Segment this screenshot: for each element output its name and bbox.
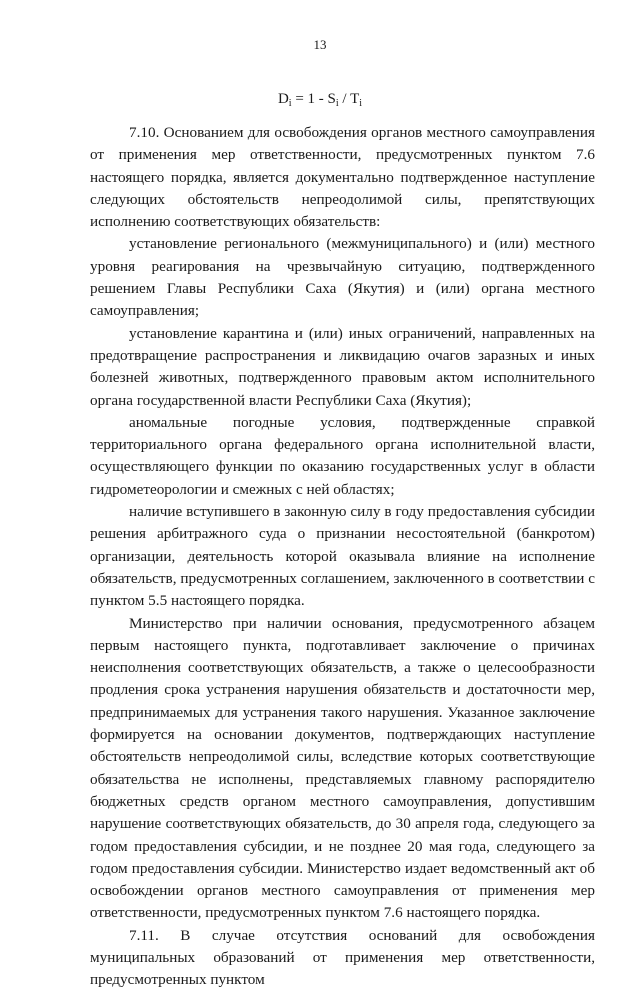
paragraph-emergency <box>90 233 595 322</box>
page-number: 13 <box>313 37 327 52</box>
formula-t-subscript: i <box>359 98 363 109</box>
formula-t: T <box>350 91 360 107</box>
formula <box>0 90 640 108</box>
clause-number: 7.10. <box>129 124 160 141</box>
formula-equals: = 1 - <box>291 91 328 107</box>
paragraph-text: Основанием для освобождения органов местного самоуправления от применения мер ответственности, предусмотренных пунктом 7.6 настоящего порядка, является документально подтвержденное наступление следующих обстоятельств непреодолимой силы, препятствующих исполнению соответствующих обязательств: <box>90 124 595 231</box>
paragraph-text: Министерство при наличии основания, предусмотренного абзацем первым настоящего пункта, подготавливает заключение о причинах неисполнения соответствующих обязательств, а также о целесообразности продления срока устранения нарушения обязательств и достаточности мер, предпринимаемых для устранения такого нарушения. Указанное заключение формируется на основании документов, подтверждающих наступление обстоятельств непреодолимой силы, вследствие которых соответствующие обязательства не исполнены, представляемых главному распорядителю бюджетных средств органом местного самоуправления, допустившим нарушение соответствующих обязательств, до 30 апреля года, следующего за годом предоставления субсидии, и не позднее 20 мая года, следующего за годом предоставления субсидии. Министерство издает ведомственный акт об освобождении органов местного самоуправления от применения мер ответственности, предусмотренных пунктом 7.6 настоящего порядка. <box>90 614 595 922</box>
paragraph-weather <box>90 412 595 501</box>
formula-lhs-subscript: i <box>288 98 292 109</box>
paragraph-quarantine <box>90 323 595 412</box>
clause-number: 7.11. <box>129 926 159 944</box>
formula-lhs: D <box>277 91 289 107</box>
body-text <box>90 122 595 992</box>
paragraph-bankruptcy <box>90 501 595 612</box>
paragraph-7-11 <box>90 925 595 992</box>
paragraph-text: установление регионального (межмуниципального) и (или) местного уровня реагирования на чрезвычайную ситуацию, подтвержденного решением Главы Республики Саха (Якутия) и (или) органа местного самоуправления; <box>90 235 595 320</box>
paragraph-text: В случае отсутствия оснований для освобождения муниципальных образований от применения мер ответственности, предусмотренных пунктом <box>90 926 595 989</box>
paragraph-text: аномальные погодные условия, подтвержденные справкой территориального органа федерального органа исполнительной власти, осуществляющего функции по оказанию государственных услуг в области гидрометеорологии и смежных с ней областях; <box>90 413 595 498</box>
paragraph-text: установление карантина и (или) иных ограничений, направленных на предотвращение распространения и ликвидацию очагов заразных и иных болезней животных, подтвержденного правовым актом исполнительного органа государственной власти Республики Саха (Якутия); <box>90 324 595 409</box>
formula-s: S <box>327 91 336 107</box>
paragraph-7-10 <box>90 122 595 233</box>
paragraph-ministry <box>90 613 595 925</box>
formula-s-subscript: i <box>335 98 339 109</box>
paragraph-text: наличие вступившего в законную силу в году предоставления субсидии решения арбитражного суда о признании несостоятельной (банкротом) организации, деятельность которой оказывала влияние на исполнение обязательств, предусмотренных соглашением, заключенного в соответствии с пунктом 5.5 настоящего порядка. <box>90 503 595 610</box>
formula-divide: / <box>338 91 351 107</box>
